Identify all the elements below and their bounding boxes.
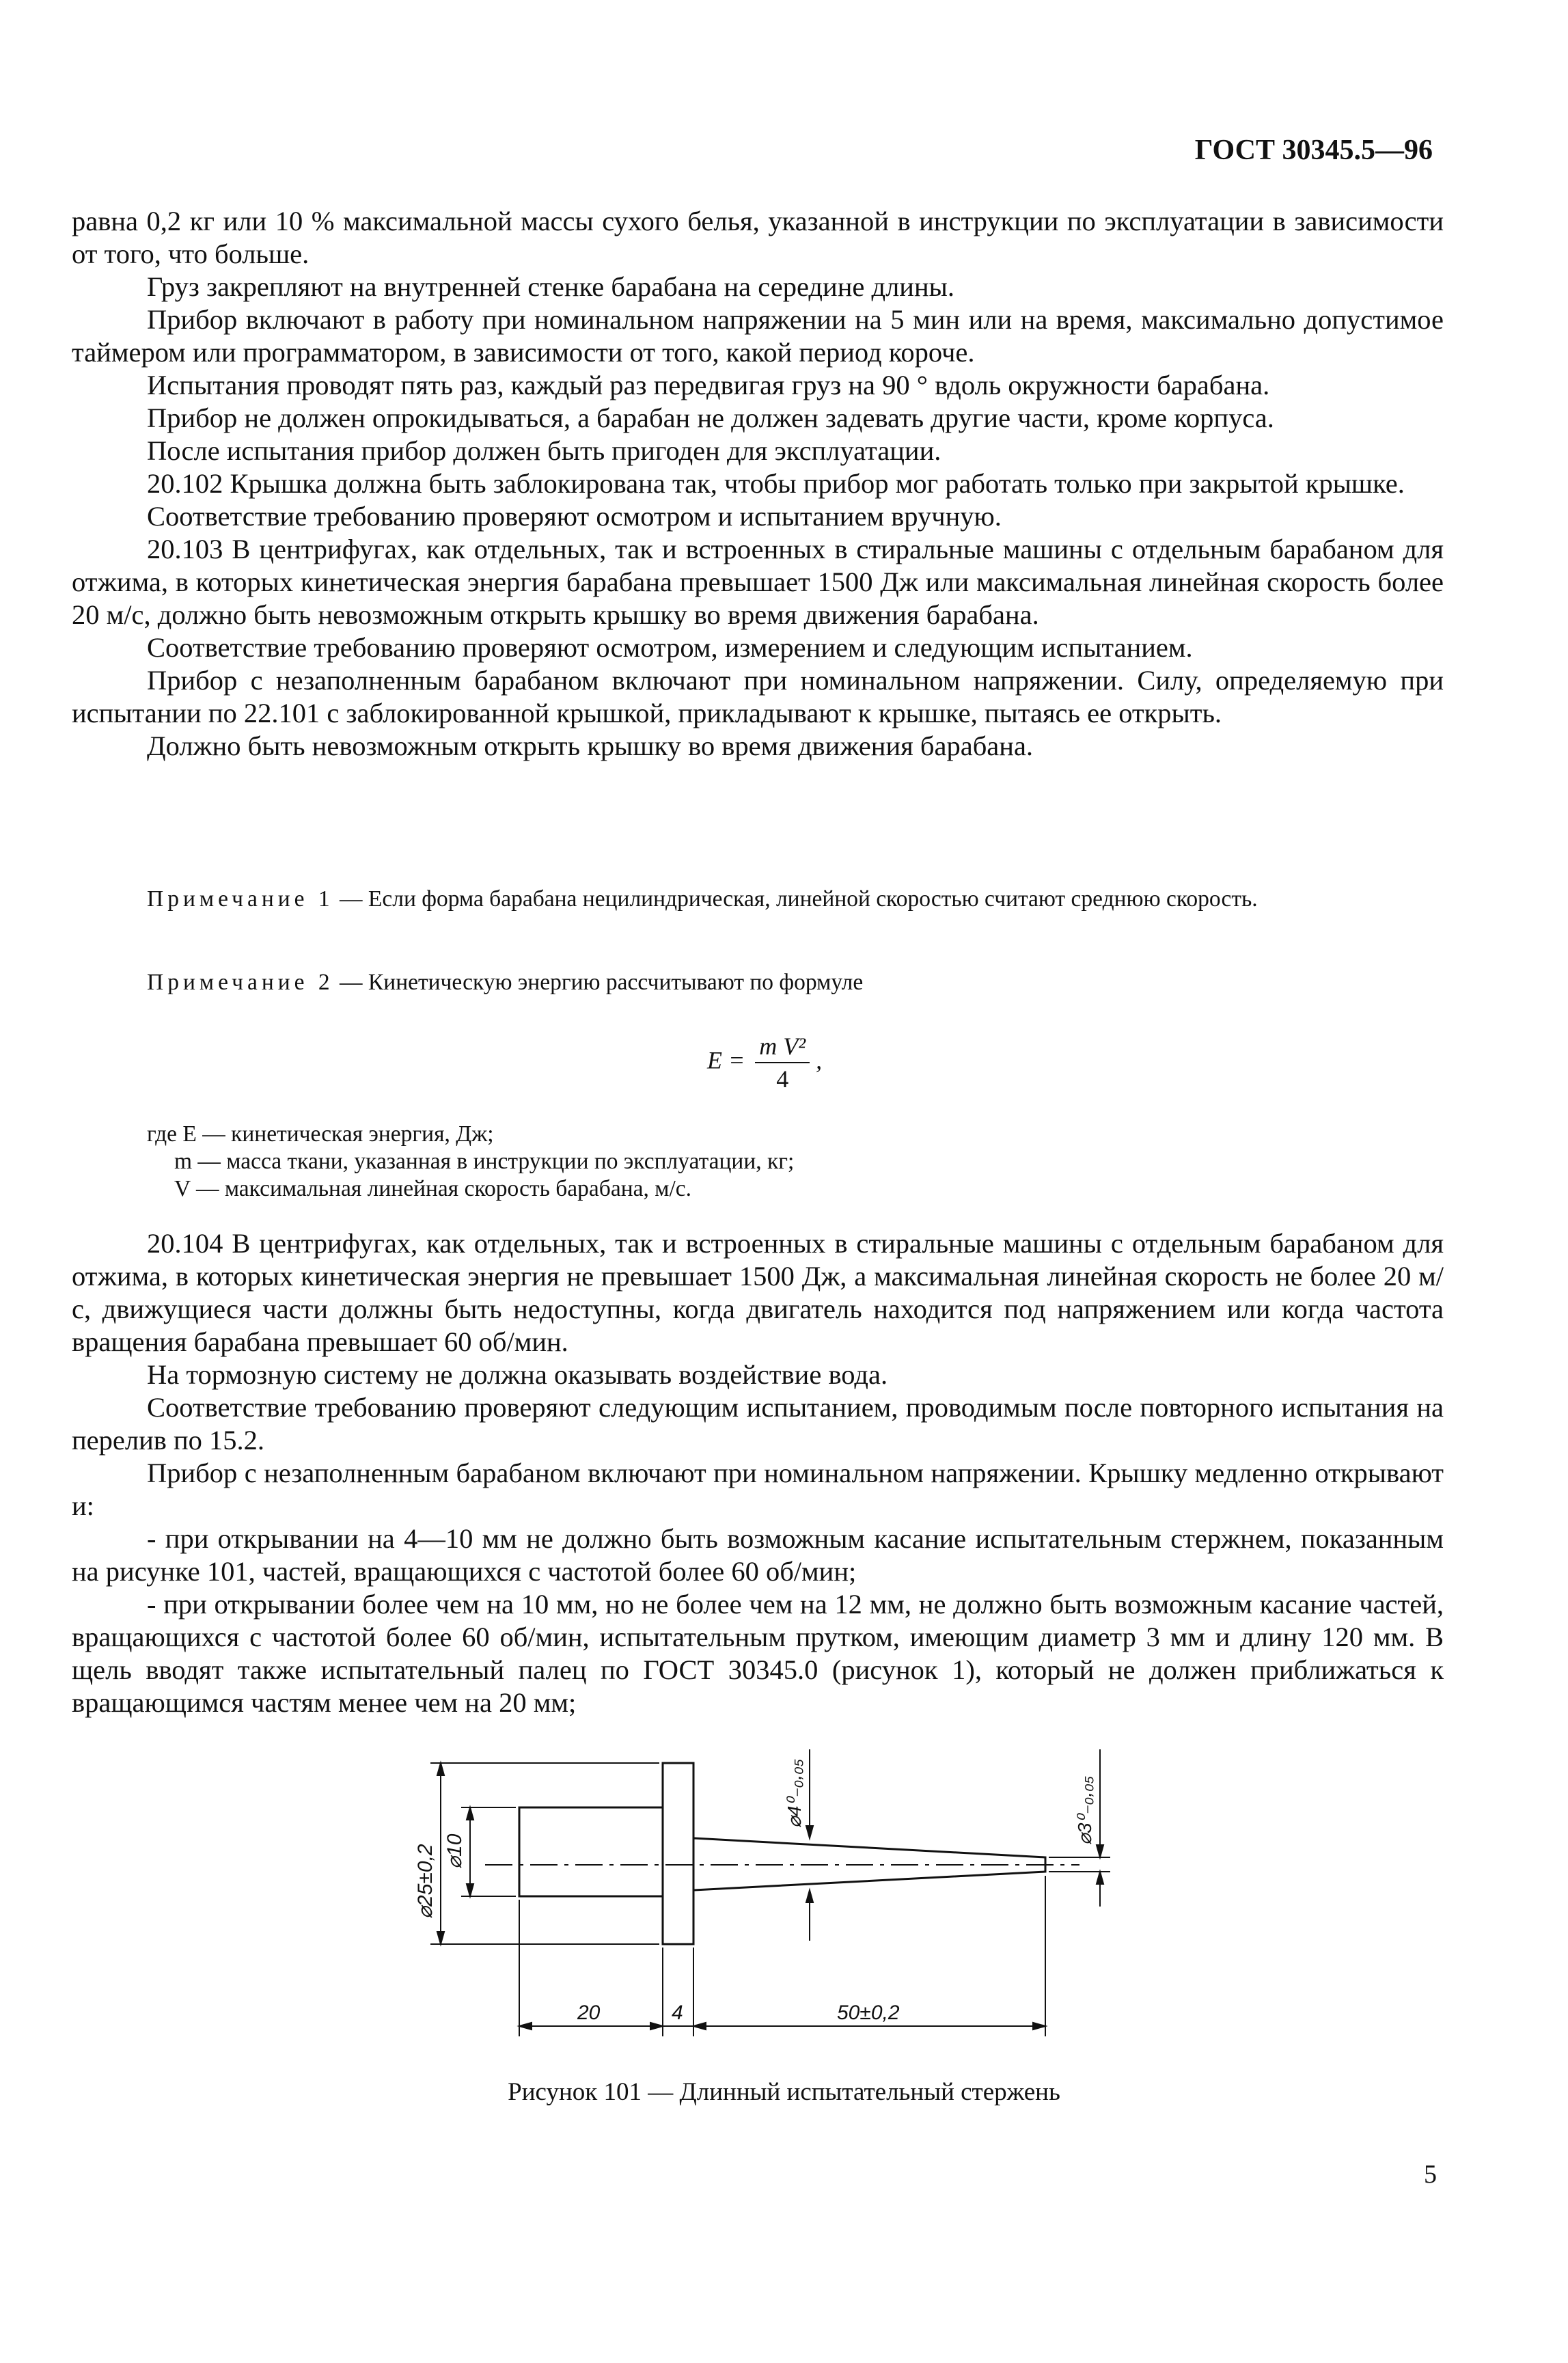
page-number: 5 <box>1424 2160 1437 2189</box>
paragraph: Прибор включают в работу при номинальном напряжении на 5 мин или на время, максимально допустимое таймером или программатором, в зависимости от того, какой период короче. <box>72 304 1444 368</box>
dimension-lines <box>430 1749 1110 2036</box>
dim-20: 20 <box>577 2002 601 2024</box>
paragraph: На тормозную систему не должна оказывать воздействие вода. <box>147 1359 888 1390</box>
body-text-bottom <box>72 1227 1444 1719</box>
formula-tail: , <box>816 1046 823 1074</box>
legend-line: m — масса ткани, указанная в инструкции по эксплуатации, кг; <box>174 1149 795 1174</box>
legend-line: V — максимальная линейная скорость барабана, м/с. <box>174 1176 692 1201</box>
paragraph: Соответствие требованию проверяют следующим испытанием, проводимым после повторного испытания на перелив по 15.2. <box>72 1392 1444 1456</box>
paragraph: После испытания прибор должен быть пригоден для эксплуатации. <box>147 435 941 466</box>
paragraph: Соответствие требованию проверяют осмотром и испытанием вручную. <box>147 501 1002 532</box>
figure-caption: Рисунок 101 — Длинный испытательный стержень <box>508 2078 1060 2106</box>
paragraph: Соответствие требованию проверяют осмотром, измерением и следующим испытанием. <box>147 632 1193 663</box>
paragraph: Прибор не должен опрокидываться, а барабан не должен задевать другие части, кроме корпуса. <box>147 402 1274 433</box>
formula-fraction <box>755 1032 810 1093</box>
dim-50: 50±0,2 <box>837 2002 900 2024</box>
legend-line: где E — кинетическая энергия, Дж; <box>147 1121 494 1147</box>
note-label: Примечание 2 <box>147 970 334 995</box>
paragraph: 20.104 В центрифугах, как отдельных, так и встроенных в стиральные машины с отдельным барабаном для отжима, в которых кинетическая энергия не превышает 1500 Дж, а максимальная линейная скорость не более 20 м/с, движущиеся части должны быть недоступны, когда двигатель находится под напряжением или когда частота вращения барабана превышает 60 об/мин. <box>72 1228 1444 1357</box>
rod-body <box>485 1763 1079 1944</box>
test-rod-drawing <box>383 1736 1134 2050</box>
dimension-labels <box>414 1759 1095 2024</box>
dim-d25: ⌀25±0,2 <box>414 1844 437 1919</box>
formula-numerator: m V² <box>755 1032 810 1063</box>
rod-flange <box>663 1763 693 1944</box>
note-1 <box>72 886 1444 913</box>
paragraph: Испытания проводят пять раз, каждый раз передвигая груз на 90 ° вдоль окружности барабана. <box>147 370 1270 400</box>
note-text: — Если форма барабана нецилиндрическая, линейной скоростью считают среднюю скорость. <box>333 886 1258 912</box>
paragraph: Прибор с незаполненным барабаном включают при номинальном напряжении. Крышку медленно открывают и: <box>72 1458 1444 1521</box>
paragraph: Груз закрепляют на внутренней стенке барабана на середине длины. <box>147 271 954 302</box>
dim-d4: ⌀4⁰₋₀,₀₅ <box>784 1758 805 1828</box>
note-2 <box>72 969 1444 996</box>
paragraph: 20.102 Крышка должна быть заблокирована так, чтобы прибор мог работать только при закрытой крышке. <box>147 468 1405 499</box>
rod-handle <box>519 1807 663 1896</box>
paragraph: Прибор с незаполненным барабаном включают при номинальном напряжении. Силу, определяемую при испытании по 22.101 с заблокированной крышкой, прикладывают к крышке, пытаясь ее открыть. <box>72 665 1444 728</box>
note-label: Примечание 1 <box>147 886 334 912</box>
list-item: - при открывании более чем на 10 мм, но не более чем на 12 мм, не должно быть возможным касание частей, вращающихся с частотой более 60 об/мин, испытательным прутком, имеющим диаметр 3 мм и длину 120 мм. В щель вводят также испытательный палец по ГОСТ 30345.0 (рисунок 1), который не должен приближаться к вращающимся частям менее чем на 20 мм; <box>72 1589 1444 1718</box>
kinetic-energy-formula <box>707 1032 822 1093</box>
note-text: — Кинетическую энергию рассчитывают по формуле <box>333 970 864 995</box>
document-header: ГОСТ 30345.5—96 <box>1194 135 1433 166</box>
paragraph: 20.103 В центрифугах, как отдельных, так и встроенных в стиральные машины с отдельным барабаном для отжима, в которых кинетическая энергия барабана превышает 1500 Дж или максимальная линейная скорость более 20 м/с, должно быть невозможным открыть крышку во время движения барабана. <box>72 534 1444 630</box>
list-item: - при открывании на 4—10 мм не должно быть возможным касание испытательным стержнем, показанным на рисунке 101, частей, вращающихся с частотой более 60 об/мин; <box>72 1523 1444 1587</box>
paragraph: Должно быть невозможным открыть крышку во время движения барабана. <box>147 730 1034 761</box>
paragraph: равна 0,2 кг или 10 % максимальной массы сухого белья, указанной в инструкции по эксплуатации в зависимости от того, что больше. <box>72 206 1444 269</box>
dim-d10: ⌀10 <box>443 1833 466 1869</box>
formula-lhs: E = <box>707 1046 745 1074</box>
dim-d3: ⌀3⁰₋₀,₀₅ <box>1074 1775 1095 1845</box>
dim-4: 4 <box>672 2002 683 2024</box>
formula-legend <box>147 1121 794 1203</box>
body-text-top <box>72 205 1444 763</box>
formula-denominator: 4 <box>776 1065 789 1093</box>
